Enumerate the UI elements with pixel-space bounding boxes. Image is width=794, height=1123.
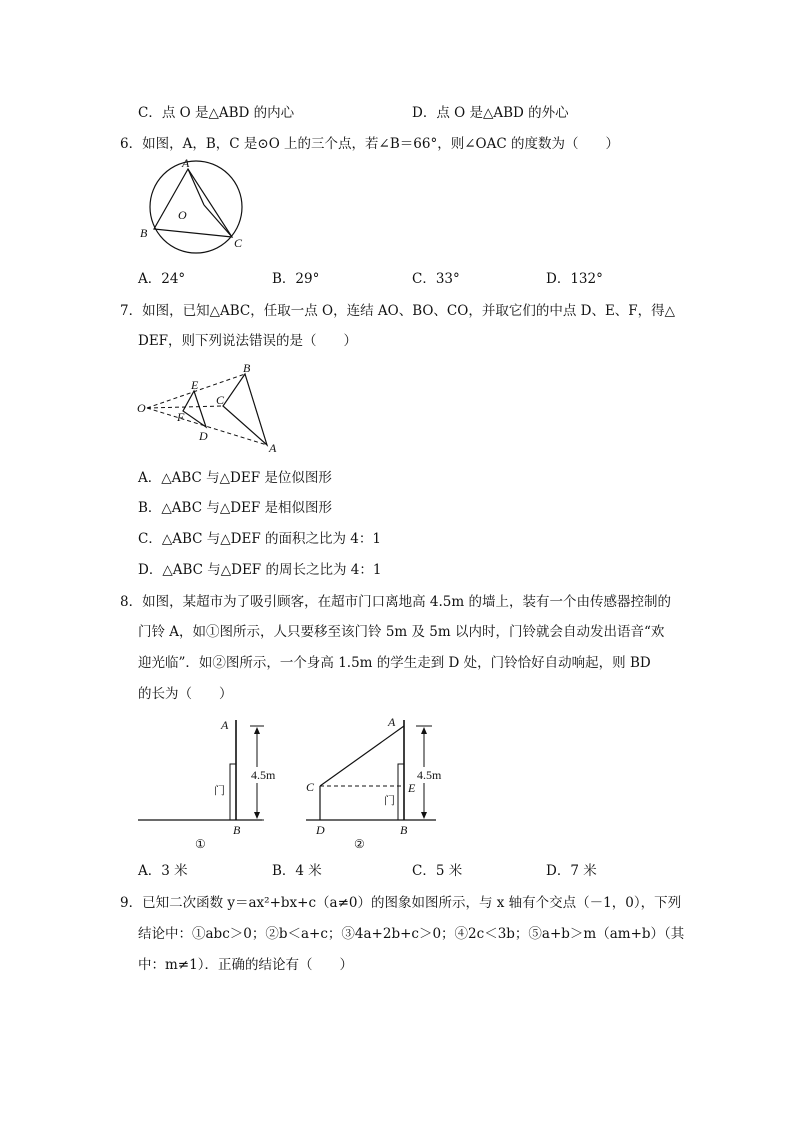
- label-e: E: [408, 781, 416, 795]
- q5-option-d: D．点 O 是△ABD 的外心: [412, 105, 569, 121]
- q6-option-a: A．24°: [138, 271, 186, 287]
- door-rect: [398, 764, 404, 820]
- triangle-abc: [223, 374, 267, 445]
- height-label: 4.5m: [251, 768, 276, 782]
- circle-o: [150, 161, 242, 253]
- arrow-head-down: [421, 812, 427, 819]
- q8-figure-1: [138, 712, 278, 852]
- caption: ②: [354, 837, 365, 851]
- q8-figure-2: [300, 712, 450, 852]
- q8-stem-line1: 8．如图，某超市为了吸引顾客，在超市门口离地高 4.5m 的墙上，装有一个由传感器控制的: [120, 594, 671, 610]
- segment-ca: [320, 726, 404, 786]
- door-rect: [230, 764, 236, 820]
- q9-stem-line3: 中：m≠1）．正确的结论有（ ）: [138, 957, 353, 973]
- q8-option-a: A．3 米: [138, 863, 188, 879]
- triangle-def: [183, 391, 206, 427]
- q6-stem: 6．如图，A，B，C 是⊙O 上的三个点，若∠B＝66°，则∠OAC 的度数为（ ）: [120, 136, 619, 152]
- arrow-head-up: [421, 727, 427, 734]
- label-b: B: [140, 226, 148, 240]
- label-b: B: [233, 823, 241, 837]
- q8-stem-line2: 门铃 A，如①图所示，人只要移至该门铃 5m 及 5m 以内时，门铃就会自动发出语音“欢: [138, 624, 665, 640]
- label-c: C: [234, 236, 243, 250]
- q7-option-a: A．△ABC 与△DEF 是位似图形: [138, 470, 332, 486]
- q8-stem-line4: 的长为（ ）: [138, 686, 233, 702]
- label-a: A: [388, 715, 396, 729]
- label-a: A: [221, 718, 229, 732]
- q6-option-d: D．132°: [546, 271, 603, 287]
- label-a: A: [182, 156, 190, 170]
- segment-oa: [188, 169, 204, 205]
- arrow-head-down: [254, 812, 260, 819]
- label-c: C: [306, 780, 315, 794]
- q6-option-c: C．33°: [412, 271, 460, 287]
- door-label: 门: [384, 795, 395, 807]
- q5-option-c: C．点 O 是△ABD 的内心: [138, 105, 295, 121]
- label-o: O: [137, 401, 146, 415]
- height-label: 4.5m: [417, 768, 442, 782]
- segment-oc: [204, 205, 232, 237]
- q7-homothety-figure: [135, 360, 285, 455]
- label-d: D: [199, 429, 208, 443]
- q8-option-d: D．7 米: [546, 863, 597, 879]
- q8-option-b: B．4 米: [272, 863, 322, 879]
- label-a: A: [269, 441, 277, 455]
- q7-stem-line1: 7．如图，已知△ABC，任取一点 O，连结 AO、BO、CO，并取它们的中点 D、E、F，得△: [120, 303, 676, 319]
- q9-stem-line2: 结论中：①abc＞0；②b＜a+c；③4a+2b+c＞0；④2c＜3b；⑤a+b＞m（am+b）（其: [138, 926, 685, 942]
- label-e: E: [191, 378, 199, 392]
- label-f: F: [177, 410, 185, 424]
- label-b: B: [243, 361, 251, 375]
- label-c: C: [216, 393, 225, 407]
- q6-option-b: B．29°: [272, 271, 320, 287]
- q7-option-b: B．△ABC 与△DEF 是相似图形: [138, 500, 333, 516]
- q6-circle-figure: [130, 155, 260, 255]
- q8-option-c: C．5 米: [412, 863, 463, 879]
- q7-option-c: C．△ABC 与△DEF 的面积之比为 4：1: [138, 531, 381, 547]
- label-b: B: [400, 823, 408, 837]
- q7-stem-line2: DEF，则下列说法错误的是（ ）: [138, 333, 358, 349]
- q8-stem-line3: 迎光临”．如②图所示，一个身高 1.5m 的学生走到 D 处，门铃恰好自动响起，则 BD: [138, 655, 651, 671]
- arrow-head-up: [254, 727, 260, 734]
- q7-option-d: D．△ABC 与△DEF 的周长之比为 4：1: [138, 562, 382, 578]
- q9-stem-line1: 9．已知二次函数 y＝ax²+bx+c（a≠0）的图象如图所示，与 x 轴有个交点（－1，0），下列: [120, 895, 682, 911]
- door-label: 门: [214, 785, 225, 797]
- label-d: D: [316, 823, 325, 837]
- label-o: O: [178, 208, 187, 222]
- caption: ①: [195, 837, 206, 851]
